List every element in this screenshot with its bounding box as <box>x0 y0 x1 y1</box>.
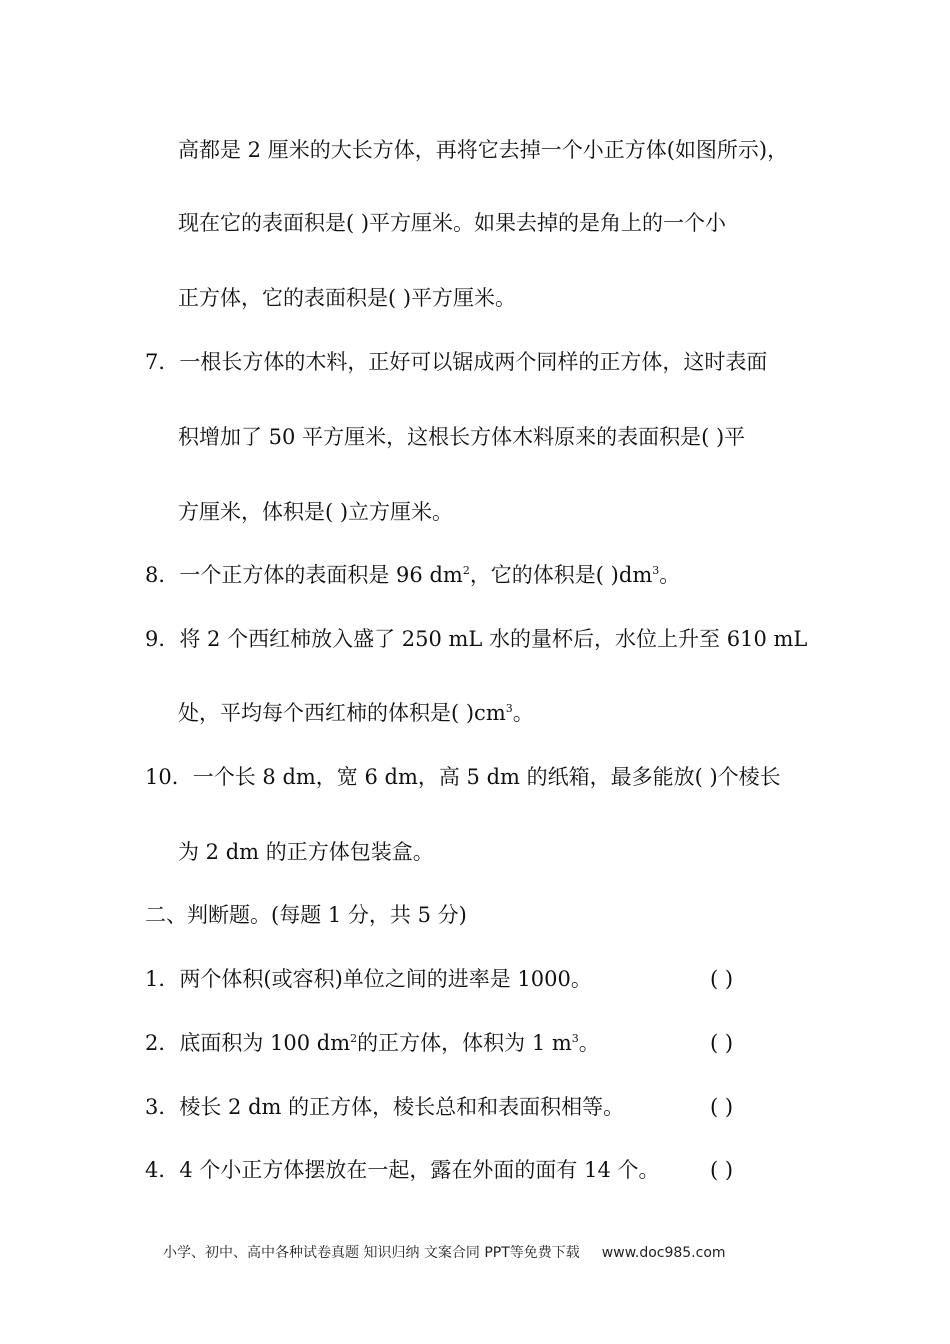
q7-number: 7． <box>145 350 180 374</box>
q6-line-2: 现在它的表面积是( )平方厘米。如果去掉的是角上的一个小 <box>178 211 727 235</box>
q10-number: 10． <box>145 765 193 789</box>
q8-text-b: ，它的体积是( )dm <box>469 563 653 587</box>
q6-line-1: 高都是 2 厘米的大长方体，再将它去掉一个小正方体(如图所示)， <box>178 138 789 162</box>
judge-item-2-number: 2． <box>145 1031 180 1055</box>
q9-text-2b: 。 <box>512 701 534 725</box>
q8-sup-b: 3 <box>652 564 660 577</box>
q9-line-2 <box>178 698 534 728</box>
judge-item-2-text-b: 的正方体，体积为 1 m <box>357 1031 572 1055</box>
q10-line-2: 为 2 dm 的正方体包装盒。 <box>178 840 434 864</box>
q7-line-2: 积增加了 50 平方厘米，这根长方体木料原来的表面积是( )平 <box>178 425 746 449</box>
q8-line <box>145 560 680 590</box>
judge-item-1-number: 1． <box>145 967 180 991</box>
judge-item-1-text: 两个体积(或容积)单位之间的进率是 1000。 <box>179 967 592 991</box>
judge-item-4-answer-paren[interactable]: ( ) <box>710 1158 734 1182</box>
judge-item-3 <box>145 1092 624 1122</box>
q9-sup: 3 <box>505 702 513 715</box>
judge-item-1 <box>145 964 592 994</box>
judge-item-3-answer-paren[interactable]: ( ) <box>710 1095 734 1119</box>
q7-text-1: 一根长方体的木料，正好可以锯成两个同样的正方体，这时表面 <box>179 350 768 374</box>
judge-item-3-number: 3． <box>145 1095 180 1119</box>
judge-item-2-text-c: 。 <box>578 1031 600 1055</box>
q6-line-3: 正方体，它的表面积是( )平方厘米。 <box>178 286 517 310</box>
judge-item-2-answer-paren[interactable]: ( ) <box>710 1031 734 1055</box>
q10-text-1: 一个长 8 dm，宽 6 dm，高 5 dm 的纸箱，最多能放( )个棱长 <box>192 765 781 789</box>
judge-item-4-number: 4． <box>145 1158 180 1182</box>
q9-line-1 <box>145 624 807 654</box>
page-footer <box>163 1243 726 1263</box>
q9-text-2a: 处，平均每个西红柿的体积是( )cm <box>178 701 506 725</box>
judge-item-3-text: 棱长 2 dm 的正方体，棱长总和和表面积相等。 <box>179 1095 625 1119</box>
q10-line-1 <box>145 762 781 792</box>
judge-item-1-answer-paren[interactable]: ( ) <box>710 967 734 991</box>
judge-item-4-text: 4 个小正方体摆放在一起，露在外面的面有 14 个。 <box>179 1158 660 1182</box>
q8-text-c: 。 <box>659 563 681 587</box>
judge-item-2-sup-a: 2 <box>350 1032 358 1045</box>
judge-item-2-text-a: 底面积为 100 dm <box>179 1031 351 1055</box>
q8-text-a: 一个正方体的表面积是 96 dm <box>179 563 463 587</box>
judge-section-heading: 二、判断题。(每题 1 分，共 5 分) <box>145 903 467 927</box>
judge-item-2-sup-b: 3 <box>571 1032 579 1045</box>
judge-item-4 <box>145 1155 659 1185</box>
judge-item-2 <box>145 1028 600 1058</box>
q8-sup-a: 2 <box>462 564 470 577</box>
q8-number: 8． <box>145 563 180 587</box>
footer-url[interactable]: www.doc985.com <box>601 1245 726 1261</box>
q7-line-3: 方厘米，体积是( )立方厘米。 <box>178 500 454 524</box>
q9-number: 9． <box>145 627 180 651</box>
q9-text-1: 将 2 个西红柿放入盛了 250 mL 水的量杯后，水位上升至 610 mL <box>179 627 808 651</box>
q7-line-1 <box>145 347 767 377</box>
footer-text: 小学、初中、高中各种试卷真题 知识归纳 文案合同 PPT等免费下载 <box>163 1245 580 1261</box>
